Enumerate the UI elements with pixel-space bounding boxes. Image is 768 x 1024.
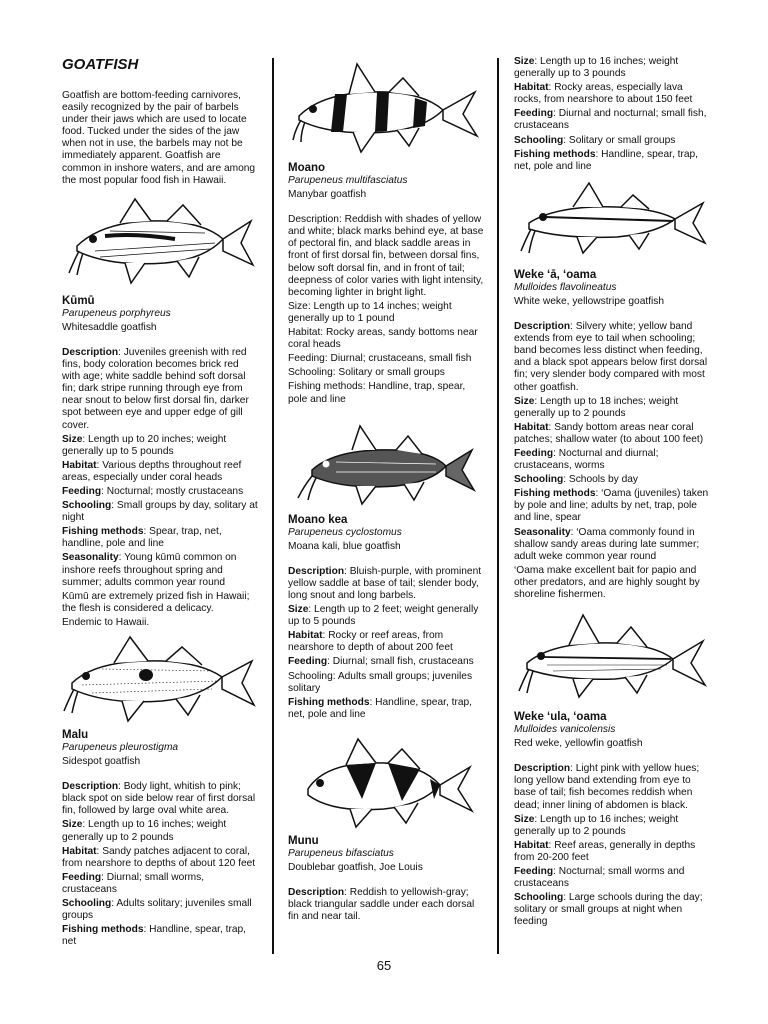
size: Size: Length up to 18 inches; weight generally up to 2 pounds: [514, 395, 679, 419]
munu-illustration: [296, 733, 476, 833]
habitat: Habitat: Rocky areas, especially lava rocks, from nearshore to about 150 feet: [514, 82, 693, 106]
page-title: GOATFISH: [62, 56, 139, 73]
common-name: Red weke, yellowfin goatfish: [514, 738, 643, 750]
fishing-methods: Fishing methods: Handline, spear, trap, net, pole and line: [514, 148, 699, 172]
column-3: [514, 56, 710, 931]
description: Description: Light pink with yellow hues; long yellow band extending from eye to base of tail; fish becomes reddish when dead; inner lining of abdomen is black.: [514, 763, 700, 811]
column-divider: [272, 58, 274, 954]
kumu-illustration: [65, 191, 255, 293]
size: Size: Length up to 16 inches; weight generally up to 2 pounds: [62, 819, 227, 843]
description: Description: Bluish-purple, with prominent yellow saddle at base of tail; slender body, long snout and long barbels.: [288, 565, 482, 601]
description: Description: Reddish with shades of yellow and white; black marks behind eye, at base of pectoral fin, and black saddle areas in front of first dorsal fin, between dorsal fins, below soft dorsal fin, and in front of tail; deepness of color varies with light intensity, becoming lighter in bright light.: [288, 214, 484, 298]
weke-ula-illustration: [517, 611, 707, 709]
scientific-name: Parupeneus multifasciatus: [288, 175, 408, 186]
fish-name-weke-a: Weke ‘ā, ‘oama: [514, 268, 597, 281]
habitat: Habitat: Sandy patches adjacent to coral, from nearshore to depths of about 120 feet: [62, 845, 256, 869]
intro-text: Goatfish are bottom-feeding carnivores, easily recognized by the pair of barbels under their jaws which are used to locate food. Tucked under the sides of the jaw when not in use, the barbels may not be immediately apparent. Goatfish are common in inshore waters, and are among the most popular food fish in Hawaii.: [62, 90, 256, 186]
note: Endemic to Hawaii.: [62, 616, 150, 628]
habitat: Habitat: Rocky areas, sandy bottoms near coral heads: [288, 327, 478, 351]
schooling: Schooling: Adults small groups; juveniles solitary: [288, 670, 473, 694]
schooling: Schooling: Large schools during the day; solitary or small groups at night when feeding: [514, 892, 703, 928]
common-name: Moana kali, blue goatfish: [288, 540, 401, 552]
fishing-methods: Fishing methods: ‘Oama (juveniles) taken by pole and line; adults by net, trap, pole and line, spear: [514, 488, 709, 524]
size: Size: Length up to 14 inches; weight generally up to 1 pound: [288, 300, 452, 324]
malu-illustration: [62, 631, 258, 727]
scientific-name: Parupeneus pleurostigma: [62, 742, 179, 753]
column-divider: [497, 58, 499, 954]
schooling: Schooling: Schools by day: [514, 474, 638, 486]
feeding: Feeding: Nocturnal; small worms and crustaceans: [514, 866, 685, 890]
fish-name-moano: Moano: [288, 162, 326, 174]
feeding: Feeding: Diurnal; small fish, crustaceans: [288, 656, 474, 668]
fish-name-weke-ula: Weke ‘ula, ‘oama: [514, 711, 607, 724]
fish-name-malu: Malu: [62, 729, 89, 741]
scientific-name: Parupeneus porphyreus: [62, 307, 171, 319]
scientific-name: Parupeneus bifasciatus: [288, 847, 394, 859]
common-name: Manybar goatfish: [288, 189, 367, 201]
fishing-methods: Fishing methods: Handline, spear, trap, net, pole and line: [288, 696, 473, 720]
fish-name-moano-kea: Moano kea: [288, 513, 348, 526]
schooling: Schooling: Adults solitary; juveniles small groups: [62, 898, 252, 922]
weke-a-illustration: [517, 179, 707, 267]
moano-kea-illustration: [296, 420, 476, 512]
fish-name-munu: Munu: [288, 834, 319, 847]
fishing-methods: Fishing methods: Handline, spear, trap, net: [62, 924, 247, 948]
common-name: Whitesaddle goatfish: [62, 321, 157, 333]
habitat: Habitat: Rocky or reef areas, from nearshore to depth of about 200 feet: [288, 630, 453, 654]
habitat: Habitat: Reef areas, generally in depths from 20-200 feet: [514, 839, 696, 863]
fishing-methods: Fishing methods: Handline, trap, spear, pole and line: [288, 381, 466, 405]
description: Description: Reddish to yellowish-gray; black triangular saddle under each dorsal fin and near tail.: [288, 887, 475, 923]
scientific-name: Mulloides vanicolensis: [514, 724, 616, 736]
schooling: Schooling: Solitary or small groups: [288, 367, 445, 379]
size: Size: Length up to 16 inches; weight generally up to 2 pounds: [514, 813, 679, 837]
feeding: Feeding: Diurnal; crustaceans, small fish: [288, 353, 472, 365]
habitat: Habitat: Various depths throughout reef areas, especially under coral heads: [62, 459, 242, 483]
seasonality: Seasonality: ‘Oama commonly found in shallow sandy areas during late summer; adult weke common year round: [514, 526, 700, 562]
feeding: Feeding: Nocturnal and diurnal; crustaceans, worms: [514, 447, 659, 472]
schooling: Schooling: Solitary or small groups: [514, 134, 676, 146]
common-name: White weke, yellowstripe goatfish: [514, 295, 665, 307]
moano-illustration: [291, 56, 481, 160]
habitat: Habitat: Sandy bottom areas near coral patches; shallow water (to about 100 feet): [514, 421, 704, 445]
scientific-name: Parupeneus cyclostomus: [288, 526, 402, 538]
note: ‘Oama make excellent bait for papio and other predators, and are highly sought by shoreline fishermen.: [514, 564, 700, 600]
description: Description: Body light, whitish to pink; black spot on side below rear of first dorsal fin, followed by large oval white area.: [62, 781, 256, 817]
fish-name-kumu: Kūmū: [62, 294, 95, 307]
scientific-name: Mulloides flavolineatus: [514, 281, 617, 293]
column-1: [62, 56, 258, 950]
seasonality: Seasonality: Young kūmū common on inshore reefs throughout spring and summer; adults common year round: [62, 552, 237, 588]
size: Size: Length up to 20 inches; weight generally up to 5 pounds: [62, 433, 227, 457]
schooling: Schooling: Small groups by day, solitary at night: [62, 500, 258, 524]
feeding: Feeding: Diurnal and nocturnal; small fish, crustaceans: [514, 108, 707, 132]
description: Description: Silvery white; yellow band extends from eye to tail when schooling; band becomes less distinct when feeding, and a black spot appears below first dorsal fin; very slender body compared with most other goatfish.: [514, 321, 708, 393]
common-name: Sidespot goatfish: [62, 756, 141, 768]
common-name: Doublebar goatfish, Joe Louis: [288, 862, 423, 873]
fishing-methods: Fishing methods: Spear, trap, net, handline, pole and line: [62, 526, 222, 550]
size: Size: Length up to 2 feet; weight generally up to 5 pounds: [288, 604, 479, 628]
column-2: [288, 56, 484, 925]
size: Size: Length up to 16 inches; weight generally up to 3 pounds: [514, 56, 679, 80]
note: Kūmū are extremely prized fish in Hawaii; the flesh is considered a delicacy.: [62, 590, 250, 614]
feeding: Feeding: Diurnal; small worms, crustaceans: [62, 871, 205, 895]
description: Description: Juveniles greenish with red fins, body coloration becomes brick red with age; white saddle behind soft dorsal fin; dark stripe running through eye from near snout to below first dorsal fin, darker spot between eye and upper edge of gill cover.: [62, 346, 249, 431]
page-number: 65: [376, 958, 392, 973]
feeding: Feeding: Nocturnal; mostly crustaceans: [62, 485, 244, 497]
